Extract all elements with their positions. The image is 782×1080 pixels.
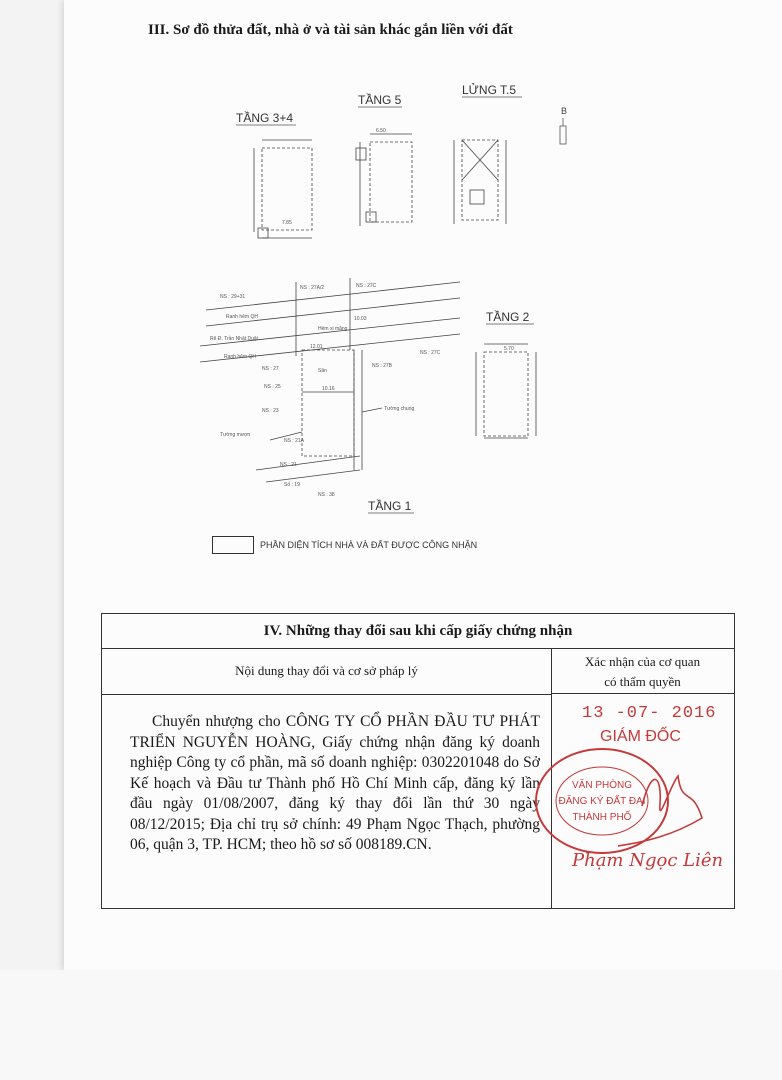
north-mark: B (561, 106, 568, 116)
road-tran-nhat-duat: Rẽ Đ. Trần Nhật Duật (210, 336, 259, 342)
label-tuong-chung: Tường chung (384, 406, 415, 412)
content-cell (102, 694, 552, 908)
signer-name: Phạm Ngọc Liên (572, 850, 724, 871)
dim-10-03: 10.03 (354, 316, 367, 322)
label-tang-3-4: TẦNG 3+4 (236, 111, 294, 125)
change-content: Chuyển nhượng cho CÔNG TY CỔ PHẦN ĐẦU TƯ PHÁT TRIỂN NGUYỄN HOÀNG, Giấy chứng nhận đăng ký doanh nghiệp Công ty cổ phần, mã số doanh nghiệp: 0302201048 do Sở Kế hoạch và Đầu tư Thành phố Hồ Chí Minh cấp, đăng ký lần đầu ngày 01/08/2007, đăng ký thay đổi lần thứ 30 ngày 08/12/2015; Địa chỉ trụ sở chính: 49 Phạm Ngọc Thạch, phường 06, quận 3, TP. HCM; theo hồ sơ số 008189.CN. (130, 713, 540, 853)
plan-lung-t5 (454, 140, 506, 224)
seal-line-2: ĐĂNG KÝ ĐẤT ĐAI (558, 796, 646, 807)
dim-6-50: 6.50 (376, 128, 386, 134)
ranh-hem-2: Ranh hẻm QH (224, 354, 256, 360)
label-tang-5: TẦNG 5 (358, 93, 402, 107)
legend-swatch (212, 536, 254, 554)
street-ns-27c: NS : 27C (356, 283, 377, 289)
street-ns-27c-2: NS : 27C (420, 350, 441, 356)
label-tang-2: TẦNG 2 (486, 310, 530, 324)
label-tang-1: TẦNG 1 (368, 499, 412, 513)
column-header-content: Nội dung thay đổi và cơ sở pháp lý (102, 648, 552, 695)
seal-line-3: THÀNH PHỐ (572, 812, 632, 823)
label-lung-t5: LỬNG T.5 (462, 83, 517, 97)
north-arrow-icon (560, 126, 566, 144)
seal-line-1: VĂN PHÒNG (571, 780, 633, 791)
street-ns-21: NS : 21 (280, 462, 297, 468)
plan-tang-2 (476, 344, 536, 438)
ranh-hem-1: Ranh hẻm QH (226, 314, 258, 320)
street-ns-38: NS : 38 (318, 492, 335, 498)
street-ns-27b: NS : 27B (372, 363, 393, 369)
page-margin (0, 970, 782, 1080)
section-3-title: III. Sơ đồ thửa đất, nhà ở và tài sản khác gắn liền với đất (148, 22, 513, 38)
street-ns-25: NS : 25 (264, 384, 281, 390)
street-ns-23: NS : 23 (262, 408, 279, 414)
hem-xi-mang: Hẻm xi măng (318, 326, 348, 332)
confirmation-header-line1: Xác nhận của cơ quan (584, 654, 701, 669)
changes-table (101, 613, 735, 909)
plan-tang-5 (356, 134, 412, 226)
street-ns-27a2: NS : 27A/2 (300, 285, 325, 291)
dim-10-16: 10.16 (322, 386, 335, 392)
label-tuong-muon: Tường mượn (220, 432, 251, 438)
plan-tang-1 (200, 278, 460, 482)
column-header-confirmation (551, 648, 734, 694)
so-19: Số : 19 (284, 482, 300, 488)
dim-12-01: 12.01 (310, 344, 323, 350)
stamp-date: 13 -07- 2016 (582, 704, 717, 723)
stamp-title: GIÁM ĐỐC (600, 728, 681, 745)
street-ns-21a: NS : 21A (284, 438, 305, 444)
label-san: Sân (318, 368, 327, 374)
section-4-title: IV. Những thay đổi sau khi cấp giấy chứng nhận (102, 614, 734, 649)
dim-7-85: 7.85 (282, 220, 292, 226)
street-ns-27: NS : 27 (262, 366, 279, 372)
official-seal-icon (532, 746, 722, 856)
confirmation-header-line2: có thẩm quyền (604, 674, 681, 689)
street-ns-29-31: NS : 29+31 (220, 294, 246, 300)
legend-text: PHẦN DIỆN TÍCH NHÀ VÀ ĐẤT ĐƯỢC CÔNG NHẬN (260, 540, 478, 550)
dim-5-70: 5.70 (504, 346, 514, 352)
